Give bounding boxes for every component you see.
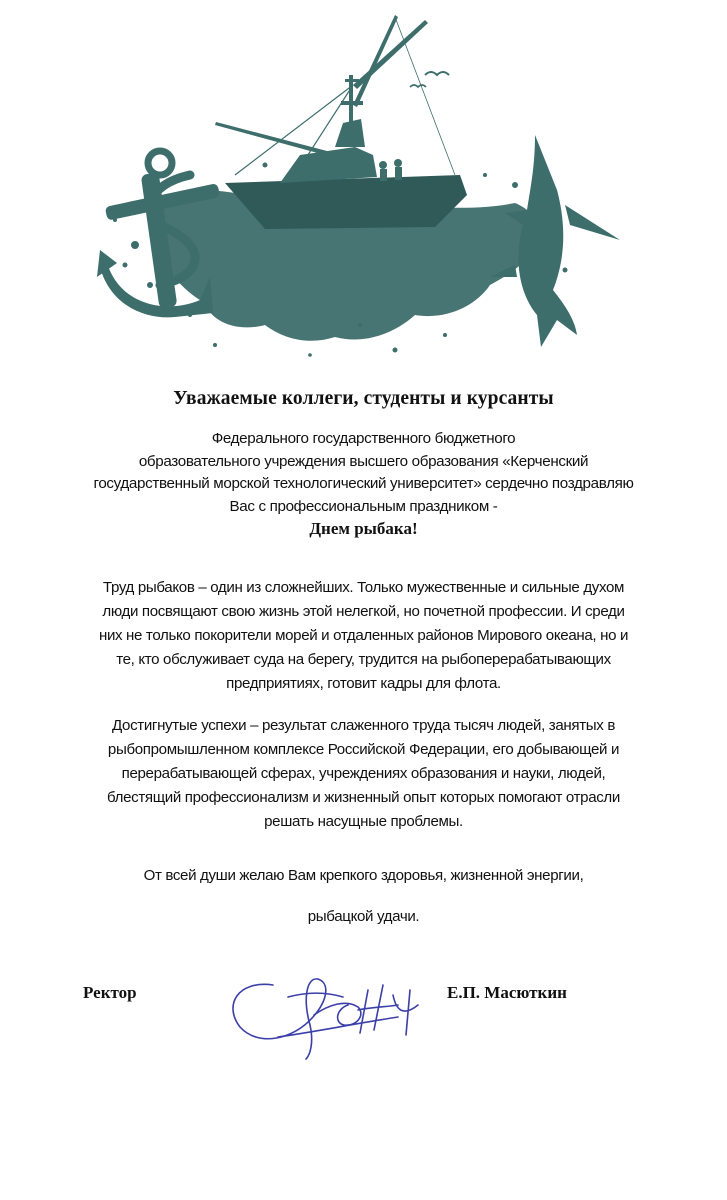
intro-block [20,428,707,541]
paragraph-line: те, кто обслуживает суда на берегу, трудится на рыбоперерабатывающих [116,651,611,668]
paragraph-line: предприятиях, готовит кадры для флота. [226,675,501,692]
paragraph-line: перерабатывающей сферах, учреждениях образования и науки, людей, [121,765,606,782]
intro-line: Вас с профессиональным праздником - [229,497,498,515]
handwritten-signature-icon [218,955,438,1067]
paragraph-line: блестящий профессионализм и жизненный опыт которых помогают отрасли [107,789,620,806]
bird [410,85,426,87]
paragraph-line: Достигнутые успехи – результат слаженного труда тысяч людей, занятых в [111,717,615,734]
paragraph-fishermen-labor [15,576,712,696]
intro-line: государственный морской технологический университет» сердечно поздравляю [93,475,634,493]
paragraph-line: люди посвящают свою жизнь этой нелегкой, но почетной профессии. И среди [102,603,625,620]
intro-line: Федерального государственного бюджетного [211,430,516,447]
anchor-ship-marlin-icon [95,15,625,360]
signatory-title: Ректор [83,983,137,1002]
paragraph-line: них не только покорители морей и отдаленных районов Мирового океана, но и [98,627,629,644]
wishes-line-1: От всей души желаю Вам крепкого здоровья, жизненной энергии, [143,867,584,884]
signature-block [0,955,727,1075]
paragraph-line: рыбопромышленном комплексе Российской Федерации, его добывающей и [107,741,620,758]
paragraph-line: решать насущные проблемы. [264,813,463,830]
holiday-name: Днем рыбака! [309,519,418,539]
paragraph-achievements [15,714,712,834]
intro-line: образовательного учреждения высшего образования «Керченский [138,452,589,470]
bird [425,72,449,75]
signatory-name: Е.П. Масюткин [447,983,567,1002]
paragraph-line: Труд рыбаков – один из сложнейших. Только мужественные и сильные духом [102,579,625,596]
greeting-heading: Уважаемые коллеги, студенты и курсанты [173,388,554,409]
header-illustration [95,15,625,360]
wishes-line-2: рыбацкой удачи. [307,908,420,925]
boat-hull [225,175,467,229]
